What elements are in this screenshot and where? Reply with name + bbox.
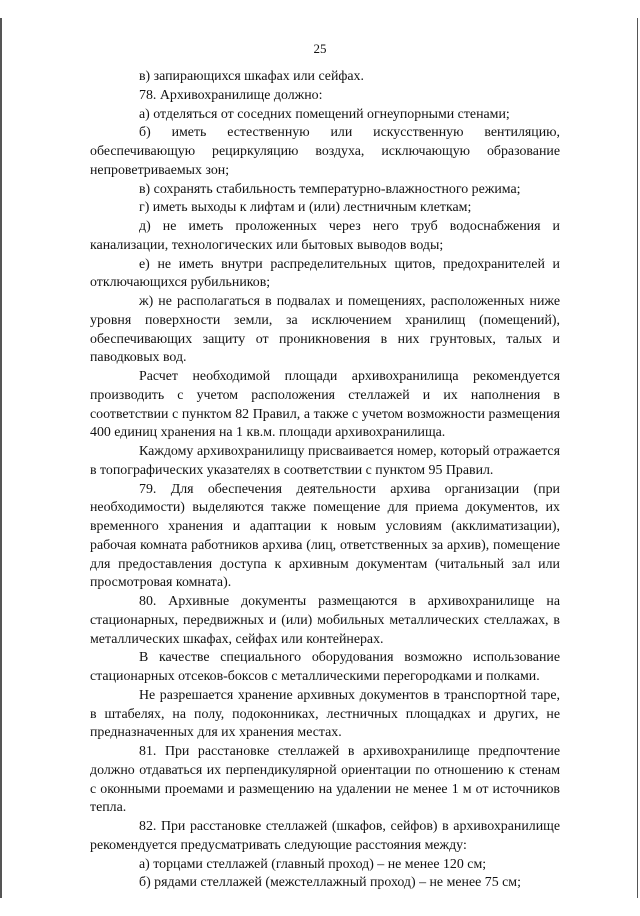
paragraph: В качестве специального оборудования возможно использование стационарных отсеков-боксов с металлическими перегородками и полками. [90,650,560,684]
paragraph: а) торцами стеллажей (главный проход) – не менее 120 см; [139,856,487,872]
paragraph: д) не иметь проложенных через него труб водоснабжения и канализации, технологических или бытовых выводов воды; [90,219,560,253]
paragraph: б) иметь естественную или искусственную вентиляцию, обеспечивающую рециркуляцию воздуха, исключающую образование непроветриваемых зон; [90,125,560,178]
paragraph: б) рядами стеллажей (межстеллажный проход) – не менее 75 см; [139,875,521,891]
paragraph: в) сохранять стабильность температурно-влажностного режима; [139,181,521,197]
scan-right-edge [637,18,639,898]
paragraph: е) не иметь внутри распределительных щитов, предохранителей и отключающихся рубильников; [90,256,560,291]
paragraph: ж) не располагаться в подвалах и помещениях, расположенных ниже уровня поверхности земли, за исключением хранилищ (помещений), обеспечивающих защиту от проникновения в них грунтовых, талых и паводковых вод. [90,294,560,366]
paragraph: 81. При расстановке стеллажей в архивохранилище предпочтение должно отдаваться их перпендикулярной ориентации по отношению к стенам с оконными проемами и размещению на удалении не менее 1 м от источников тепла. [90,744,560,816]
paragraph: 80. Архивные документы размещаются в архивохранилище на стационарных, передвижных и (или) мобильных металлических стеллажах, в металлических шкафах, сейфах или контейнерах. [90,594,560,647]
body-text [90,68,560,893]
paragraph: 78. Архивохранилище должно: [139,87,323,103]
paragraph: 79. Для обеспечения деятельности архива организации (при необходимости) выделяются также помещение для приема документов, их временного хранения и адаптации к новым условиям (акклиматизации), рабочая комната работников архива (лиц, ответственных за архив), помещение для предоставления доступа к архивным документам (читальный зал или просмотровая комната). [90,481,560,591]
paragraph: в) запирающихся шкафах или сейфах. [139,69,364,84]
paragraph: 82. При расстановке стеллажей (шкафов, сейфов) в архивохранилище рекомендуется предусматривать следующие расстояния между: [90,819,560,853]
paragraph: Не разрешается хранение архивных документов в транспортной таре, в штабелях, на полу, подоконниках, лестничных площадках и других, не предназначенных для их хранения местах. [90,687,560,741]
page-number: 25 [313,41,327,56]
paragraph: Расчет необходимой площади архивохранилища рекомендуется производить с учетом расположения стеллажей и их наполнения в соответствии с пунктом 82 Правил, а также с учетом возможности размещения 400 единиц хранения на 1 кв.м. площади архивохранилища. [90,369,560,441]
paragraph: а) отделяться от соседних помещений огнеупорными стенами; [139,106,510,122]
scan-left-edge [0,18,2,898]
paragraph: г) иметь выходы к лифтам и (или) лестничным клеткам; [139,200,472,216]
paragraph: Каждому архивохранилищу присваивается номер, который отражается в топографических указателях в соответствии с пунктом 95 Правил. [90,444,560,478]
